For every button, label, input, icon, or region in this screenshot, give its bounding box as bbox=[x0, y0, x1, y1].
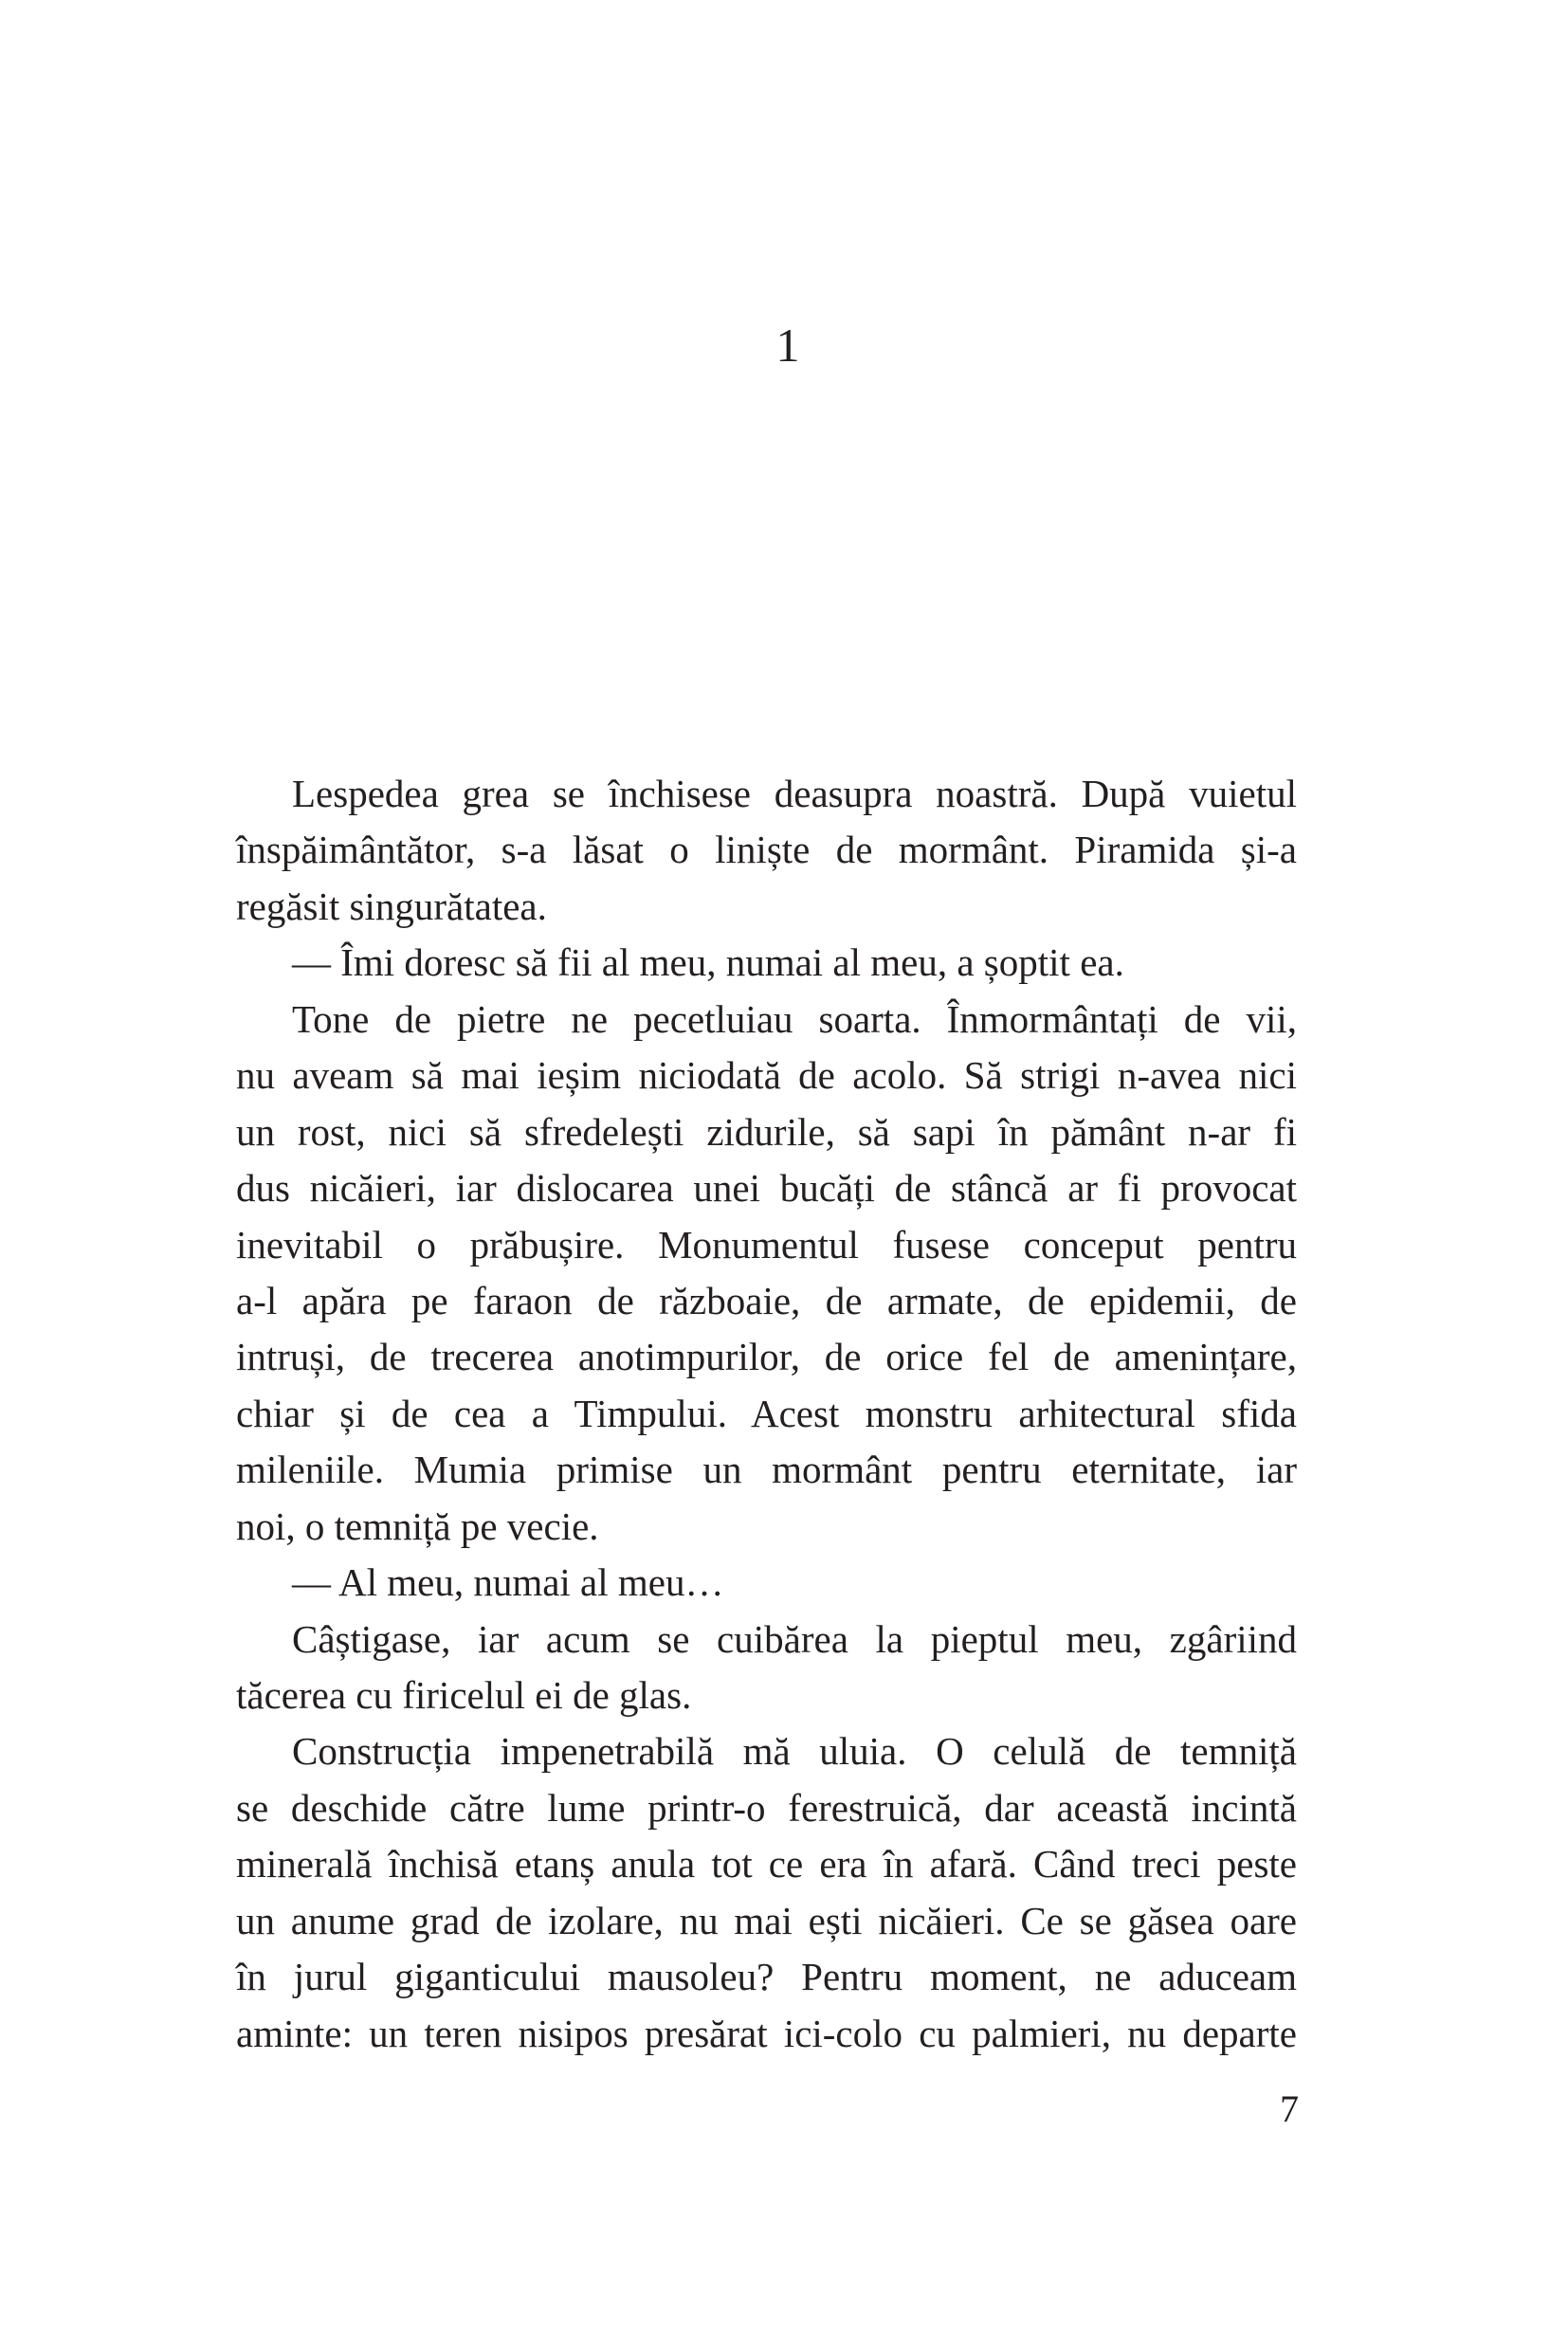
text-line: inevitabil o prăbușire. Monumentul fusese conceput pentru bbox=[236, 1222, 1297, 1267]
text-line: aminte: un teren nisipos presărat ici-colo cu palmieri, nu departe bbox=[236, 2011, 1297, 2055]
text-line: Tone de pietre ne pecetluiau soarta. Înmormântați de vii, bbox=[292, 996, 1297, 1041]
text-line: — Îmi doresc să fii al meu, numai al meu, a șoptit ea. bbox=[292, 940, 1124, 985]
text-line: Lespedea grea se închisese deasupra noastră. După vuietul bbox=[292, 772, 1297, 815]
text-line: dus nicăieri, iar dislocarea unei bucăți de stâncă ar fi provocat bbox=[236, 1166, 1297, 1211]
text-line: înspăimântător, s-a lăsat o liniște de mormânt. Piramida și-a bbox=[236, 828, 1297, 872]
text-line: Construcția impenetrabilă mă uluia. O celulă de temniță bbox=[292, 1729, 1297, 1774]
text-line: un rost, nici să sfredelești zidurile, să sapi în pământ n-ar fi bbox=[236, 1109, 1297, 1154]
text-line: tăcerea cu firicelul ei de glas. bbox=[236, 1673, 692, 1717]
text-line: Câștigase, iar acum se cuibărea la pieptul meu, zgâriind bbox=[292, 1616, 1297, 1661]
body-text bbox=[236, 766, 1297, 2062]
text-line: se deschide către lume printr-o ferestruică, dar această incintă bbox=[236, 1785, 1297, 1830]
text-line: un anume grad de izolare, nu mai ești nicăieri. Ce se găsea oare bbox=[236, 1898, 1297, 1942]
text-line: noi, o temniță pe vecie. bbox=[236, 1504, 599, 1548]
text-line: regăsit singurătatea. bbox=[236, 884, 547, 928]
text-line: minerală închisă etanș anula tot ce era în afară. Când treci peste bbox=[236, 1842, 1297, 1886]
text-line: a-l apăra pe faraon de războaie, de armate, de epidemii, de bbox=[236, 1278, 1297, 1322]
text-line: nu aveam să mai ieșim niciodată de acolo. Să strigi n-avea nici bbox=[236, 1053, 1297, 1098]
text-line: în jurul giganticului mausoleu? Pentru moment, ne aduceam bbox=[236, 1955, 1297, 1999]
text-line: chiar și de cea a Timpului. Acest monstru arhitectural sfida bbox=[236, 1391, 1297, 1435]
text-line: — Al meu, numai al meu… bbox=[292, 1560, 724, 1605]
text-line: intruși, de trecerea anotimpurilor, de orice fel de amenințare, bbox=[236, 1335, 1297, 1379]
page-number: 7 bbox=[1280, 2087, 1299, 2130]
chapter-number: 1 bbox=[775, 319, 800, 372]
text-line: mileniile. Mumia primise un mormânt pentru eternitate, iar bbox=[236, 1448, 1297, 1492]
